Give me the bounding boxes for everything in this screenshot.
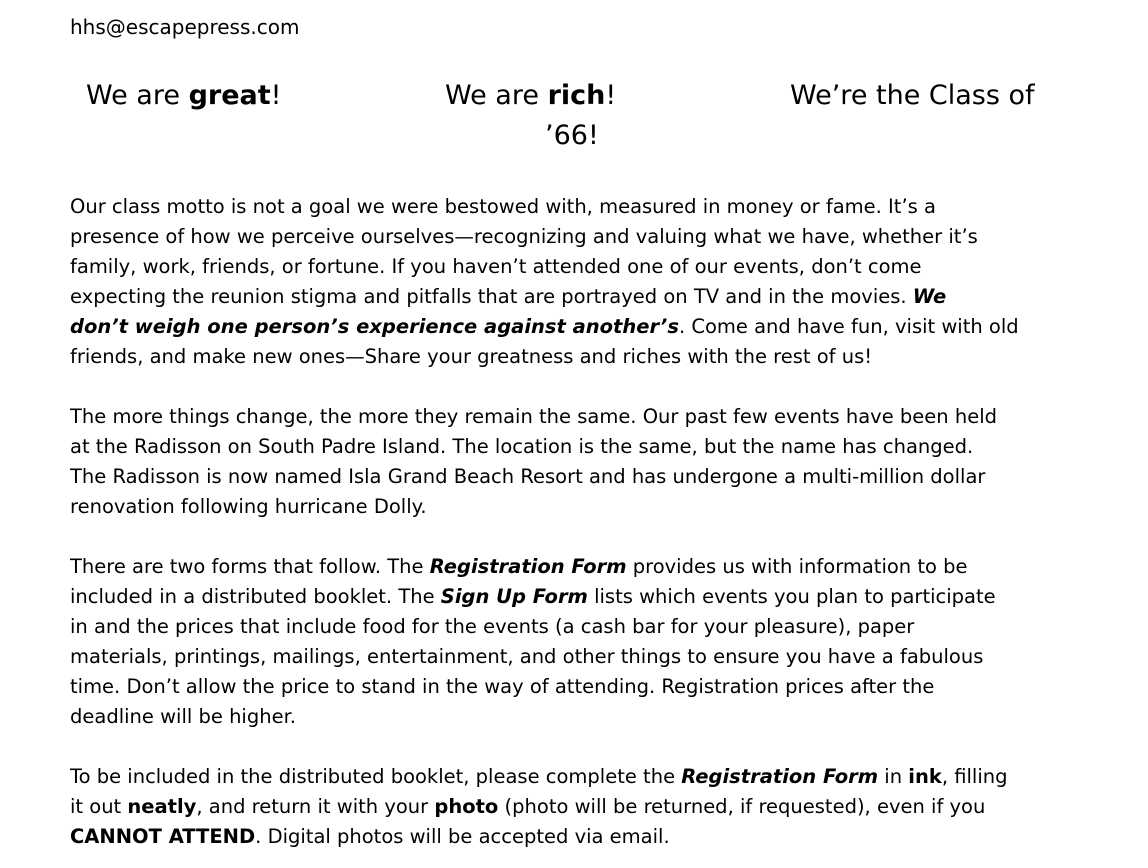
text-line: time. Don’t allow the price to stand in the way of attending. Registration prices after the bbox=[70, 675, 935, 698]
text-line: don’t weigh one person’s experience against another’s. Come and have fun, visit with old bbox=[70, 315, 1019, 338]
registration-form-reference: Registration Form bbox=[429, 555, 627, 578]
text-line: The more things change, the more they remain the same. Our past few events have been held bbox=[70, 405, 997, 428]
text-line: The Radisson is now named Isla Grand Beach Resort and has undergone a multi-million dollar bbox=[70, 465, 986, 488]
text-line: renovation following hurricane Dolly. bbox=[70, 495, 427, 518]
motto-part-class: We’re the Class of bbox=[790, 80, 1035, 111]
paragraph-motto bbox=[70, 192, 1070, 372]
text-line: CANNOT ATTEND. Digital photos will be accepted via email. bbox=[70, 825, 670, 848]
text-line: expecting the reunion stigma and pitfalls that are portrayed on TV and in the movies. We bbox=[70, 285, 947, 308]
paragraph-forms bbox=[70, 552, 1070, 732]
text-line: family, work, friends, or fortune. If you haven’t attended one of our events, don’t come bbox=[70, 255, 922, 278]
motto-part-year: ’66! bbox=[545, 120, 599, 151]
text-line: in and the prices that include food for the events (a cash bar for your pleasure), paper bbox=[70, 615, 915, 638]
registration-form-reference: Registration Form bbox=[681, 765, 879, 788]
paragraph-booklet bbox=[70, 762, 1070, 852]
text-line: There are two forms that follow. The Registration Form provides us with information to be bbox=[70, 555, 968, 578]
text-line: deadline will be higher. bbox=[70, 705, 297, 728]
text-line: included in a distributed booklet. The Sign Up Form lists which events you plan to participate bbox=[70, 585, 996, 608]
text-line: materials, printings, mailings, entertainment, and other things to ensure you have a fabulous bbox=[70, 645, 984, 668]
motto-part-rich: We are rich! bbox=[445, 80, 617, 111]
text-line: presence of how we perceive ourselves—recognizing and valuing what we have, whether it’s bbox=[70, 225, 978, 248]
motto-part-great: We are great! bbox=[86, 80, 282, 111]
text-line: at the Radisson on South Padre Island. The location is the same, but the name has changed. bbox=[70, 435, 974, 458]
text-line: Our class motto is not a goal we were bestowed with, measured in money or fame. It’s a bbox=[70, 195, 936, 218]
email-address: hhs@escapepress.com bbox=[70, 15, 300, 39]
text-line: To be included in the distributed booklet, please complete the Registration Form in ink, filling bbox=[70, 765, 1008, 788]
paragraph-venue bbox=[70, 402, 1070, 522]
sign-up-form-reference: Sign Up Form bbox=[440, 585, 588, 608]
text-line: it out neatly, and return it with your photo (photo will be returned, if requested), even if you bbox=[70, 795, 986, 818]
text-line: friends, and make new ones—Share your greatness and riches with the rest of us! bbox=[70, 345, 873, 368]
